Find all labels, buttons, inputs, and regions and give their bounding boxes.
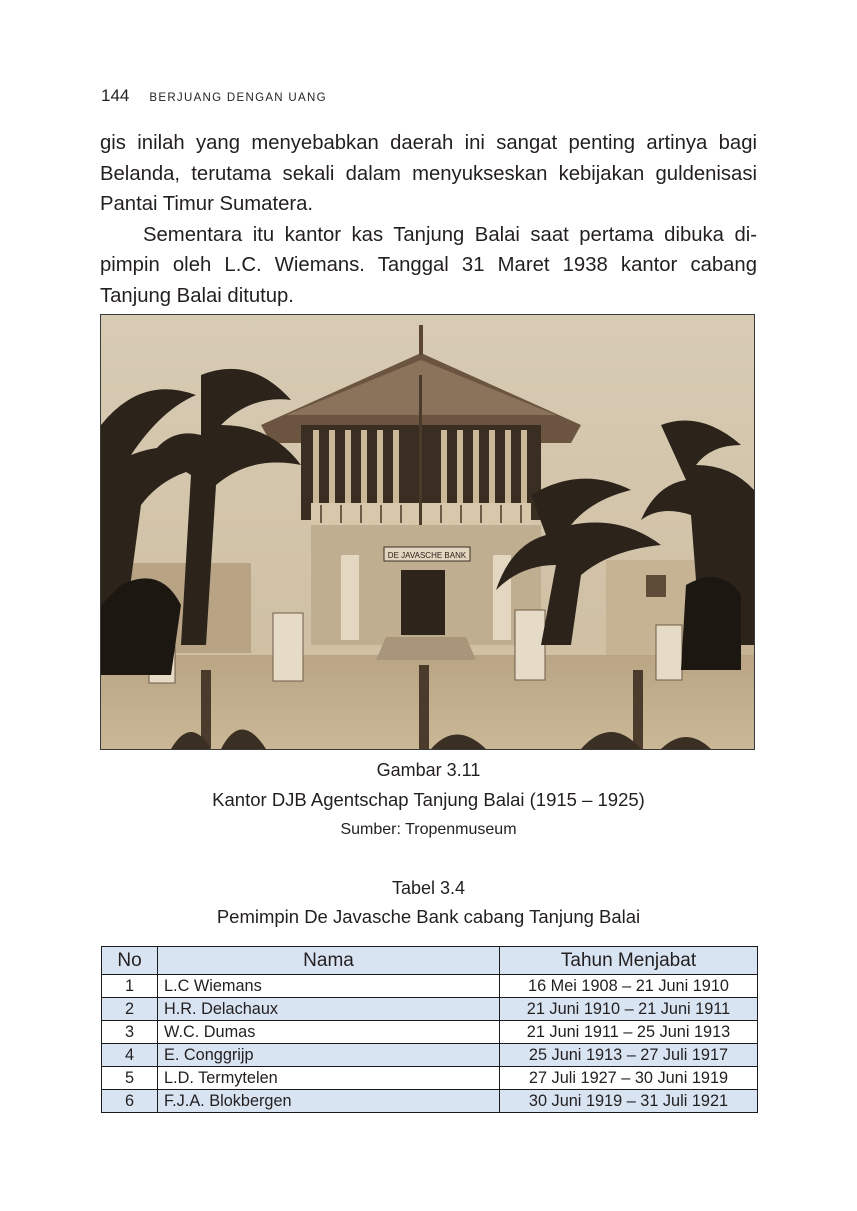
- building-photo: [100, 314, 755, 750]
- table-title: Pemimpin De Javasche Bank cabang Tanjung Balai: [216, 906, 641, 927]
- running-head: [101, 86, 327, 108]
- leader-name: L.C Wiemans: [158, 975, 500, 998]
- table-label: Tabel 3.4: [391, 878, 466, 898]
- paragraph: Sementara itu kantor kas Tanjung Balai saat pertama dibuka di-pimpin oleh L.C. Wiemans. Tanggal 31 Maret 1938 kantor cabang Tanjung Balai ditutup.: [100, 223, 757, 307]
- table-row: [102, 1090, 758, 1113]
- leader-name: E. Conggrijp: [158, 1044, 500, 1067]
- column-header-tahun-menjabat: Tahun Menjabat: [500, 947, 758, 975]
- running-title: BERJUANG DENGAN UANG: [149, 92, 327, 104]
- term-period: 25 Juni 1913 – 27 Juli 1917: [500, 1044, 758, 1067]
- leader-name: W.C. Dumas: [158, 1021, 500, 1044]
- leader-name: H.R. Delachaux: [158, 998, 500, 1021]
- column-header-nama: Nama: [158, 947, 500, 975]
- term-period: 27 Juli 1927 – 30 Juni 1919: [500, 1067, 758, 1090]
- leader-name: L.D. Termytelen: [158, 1067, 500, 1090]
- row-number: 3: [102, 1021, 158, 1044]
- paragraph: gis inilah yang menyebabkan daerah ini sangat penting artinya bagi Belanda, terutama sekali dalam menyukseskan kebijakan guldenisasi Pantai Timur Sumatera.: [100, 132, 757, 215]
- table-row: [102, 998, 758, 1021]
- table-row: [102, 1021, 758, 1044]
- page-number: 144: [101, 86, 130, 105]
- term-period: 21 Juni 1911 – 25 Juni 1913: [500, 1021, 758, 1044]
- row-number: 4: [102, 1044, 158, 1067]
- leaders-table: [101, 946, 758, 1113]
- leader-name: F.J.A. Blokbergen: [158, 1090, 500, 1113]
- row-number: 5: [102, 1067, 158, 1090]
- bank-sign-text: DE JAVASCHE BANK: [387, 551, 467, 560]
- table-row: [102, 975, 758, 998]
- table-row: [102, 1067, 758, 1090]
- table-row: [102, 1044, 758, 1067]
- table-header-row: [102, 947, 758, 975]
- column-header-no: No: [102, 947, 158, 975]
- figure-source: Sumber: Tropenmuseum: [340, 821, 517, 838]
- row-number: 1: [102, 975, 158, 998]
- row-number: 2: [102, 998, 158, 1021]
- term-period: 21 Juni 1910 – 21 Juni 1911: [500, 998, 758, 1021]
- body-text: [100, 128, 757, 311]
- figure-label: Gambar 3.11: [376, 760, 481, 780]
- row-number: 6: [102, 1090, 158, 1113]
- figure-title: Kantor DJB Agentschap Tanjung Balai (1915 – 1925): [212, 789, 645, 810]
- term-period: 16 Mei 1908 – 21 Juni 1910: [500, 975, 758, 998]
- term-period: 30 Juni 1919 – 31 Juli 1921: [500, 1090, 758, 1113]
